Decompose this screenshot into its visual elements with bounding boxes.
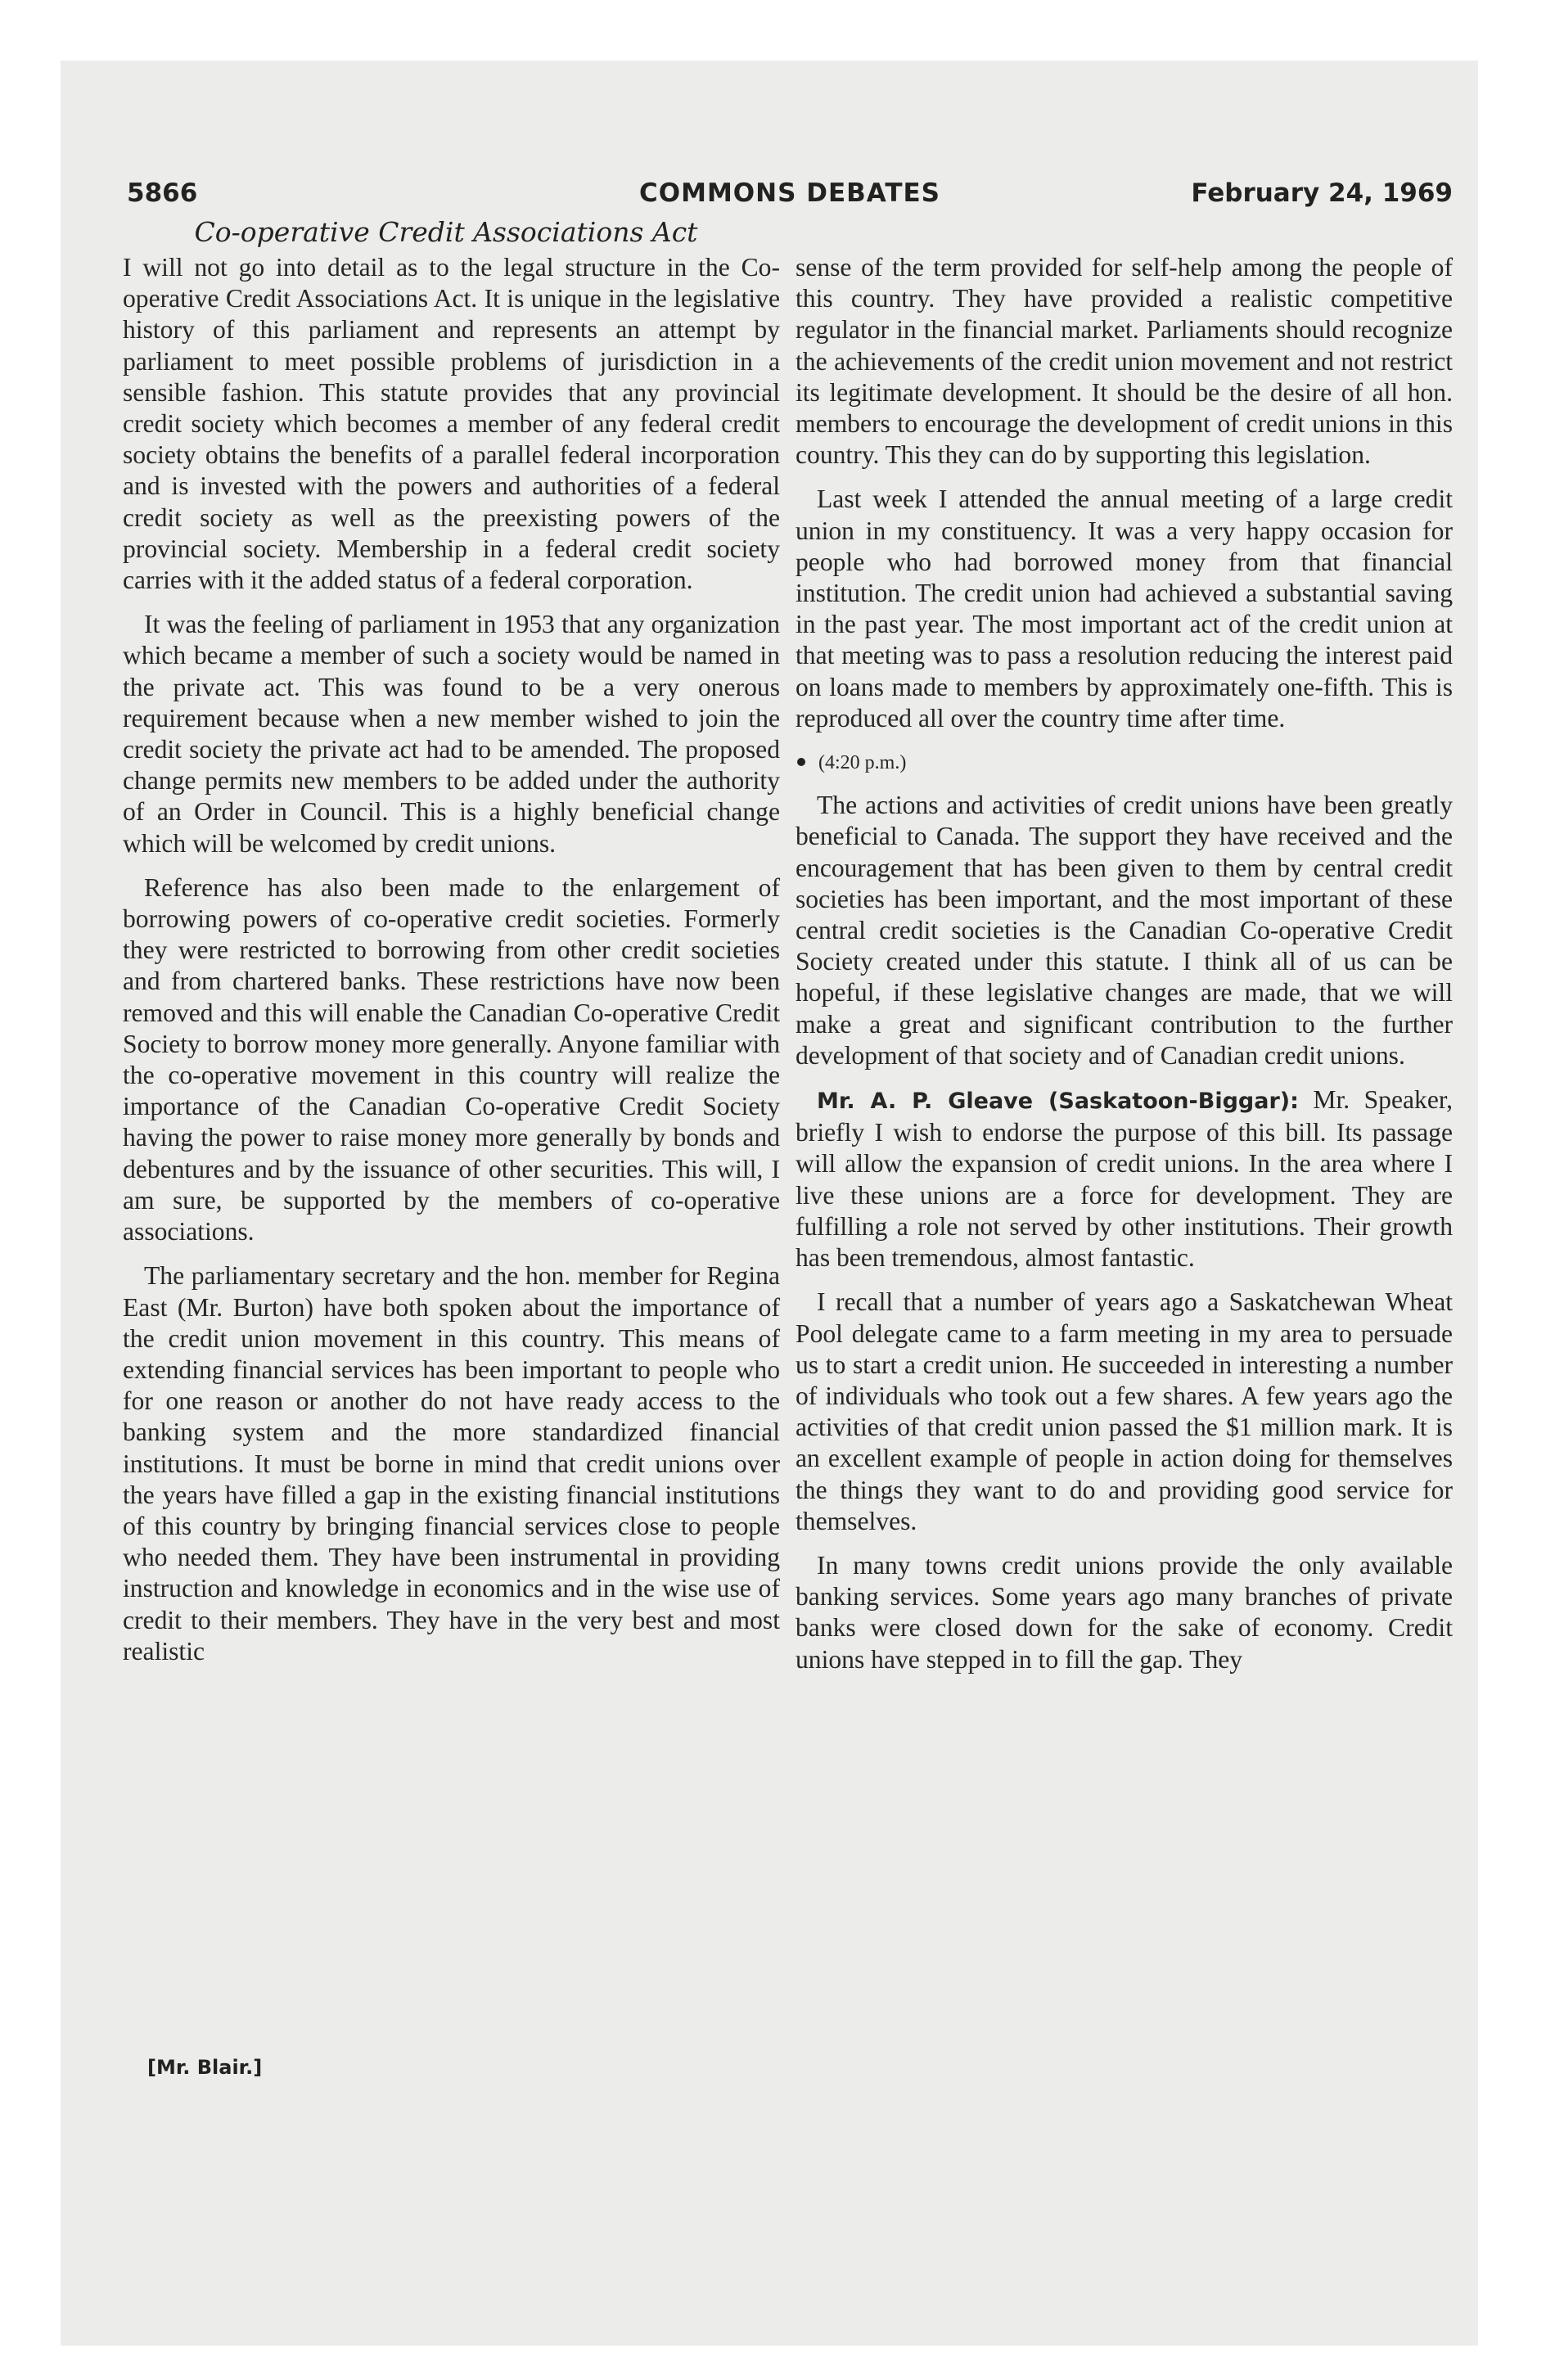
paragraph: The parliamentary secretary and the hon. member for Regina East (Mr. Burton) have both spoken about the importance of the credit union movement in this country. This means of extending financial services has been important to people who for one reason or another do not have ready access to the banking system and the more standardized financial institutions. It must be borne in mind that credit unions over the years have filled a gap in the existing financial institutions of this country by bringing financial services close to people who needed them. They have been instrumental in providing instruction and knowledge in economics and in the wise use of credit to their members. They have in the very best and most realistic — [123, 1261, 780, 1666]
paragraph: I recall that a number of years ago a Saskatchewan Wheat Pool delegate came to a farm meeting in my area to persuade us to start a credit union. He succeeded in interesting a number of individuals who took out a few shares. A few years ago the activities of that credit union passed the $1 million mark. It is an excellent example of people in action doing for themselves the things they want to do and providing good service for themselves. — [796, 1287, 1453, 1535]
paragraph-continuation: sense of the term provided for self-help among the people of this country. They have provided a realistic competitive regulator in the financial market. Parliaments should recognize the achievements of the credit union movement and not restrict its legitimate development. It should be the desire of all hon. members to encourage the development of credit unions in this country. This they can do by supporting this legislation. — [796, 253, 1453, 470]
session-date: February 24, 1969 — [1191, 178, 1453, 208]
paragraph: I will not go into detail as to the legal structure in the Co-operative Credit Associations Act. It is unique in the legislative history of this parliament and represents an attempt by parliament to meet possible problems of jurisdiction in a sensible fashion. This statute provides that any provincial credit society which becomes a member of any federal credit society obtains the benefits of a parallel federal incorporation and is invested with the powers and authorities of a federal credit society as well as the preexisting powers of the provincial society. Membership in a federal credit society carries with it the added status of a federal corporation. — [123, 253, 780, 595]
paragraph: In many towns credit unions provide the only available banking services. Some years ago many branches of private banks were closed down for the sake of economy. Credit unions have stepped in to fill the gap. They — [796, 1550, 1453, 1674]
time-marker-text: (4:20 p.m.) — [818, 752, 907, 774]
section-subheading: Co-operative Credit Associations Act — [194, 216, 698, 248]
speaker-paragraph — [796, 1084, 1453, 1273]
right-column — [796, 252, 1453, 1688]
paragraph: Reference has also been made to the enlargement of borrowing powers of co-operative credit societies. Formerly they were restricted to borrowing from other credit societies and from chartered banks. These restrictions have now been removed and this will enable the Canadian Co-operative Credit Society to borrow money more generally. Anyone familiar with the co-operative movement in this country will realize the importance of the Canadian Co-operative Credit Society having the power to raise money more generally by bonds and debentures and by the issuance of other securities. This will, I am sure, be supported by the members of co-operative associations. — [123, 872, 780, 1246]
footer-speaker-note: [Mr. Blair.] — [147, 2056, 263, 2079]
page-number: 5866 — [127, 178, 198, 208]
time-marker — [796, 747, 1453, 778]
bullet-icon — [797, 758, 805, 766]
page-header — [127, 178, 1453, 216]
left-column — [123, 252, 780, 1680]
paragraph: It was the feeling of parliament in 1953 that any organization which became a member of such a society would be named in the private act. This was found to be a very onerous requirement because when a new member wished to join the credit society the private act had to be amended. The proposed change permits new members to be added under the authority of an Order in Council. This is a highly beneficial change which will be welcomed by credit unions. — [123, 610, 780, 858]
speaker-name: Mr. A. P. Gleave (Saskatoon-Biggar): — [817, 1089, 1299, 1115]
speaker-text: Mr. Speaker, briefly I wish to endorse the purpose of this bill. Its passage will allow the expansion of credit unions. In the area where I live these unions are a force for development. They are fulfilling a role not served by other institutions. Their growth has been tremendous, almost fantastic. — [796, 1085, 1453, 1273]
running-title: COMMONS DEBATES — [639, 178, 940, 208]
paragraph: Last week I attended the annual meeting of a large credit union in my constituency. It was a very happy occasion for people who had borrowed money from that financial institution. The credit union had achieved a substantial saving in the past year. The most important act of the credit union at that meeting was to pass a resolution reducing the interest paid on loans made to members by approximately one-fifth. This is reproduced all over the country time after time. — [796, 485, 1453, 732]
paragraph: The actions and activities of credit unions have been greatly beneficial to Canada. The support they have received and the encouragement that has been given to them by central credit societies has been important, and the most important of these central credit societies is the Canadian Co-operative Credit Society created under this statute. I think all of us can be hopeful, if these legislative changes are made, that we will make a great and significant contribution to the further development of that society and of Canadian credit unions. — [796, 791, 1453, 1070]
